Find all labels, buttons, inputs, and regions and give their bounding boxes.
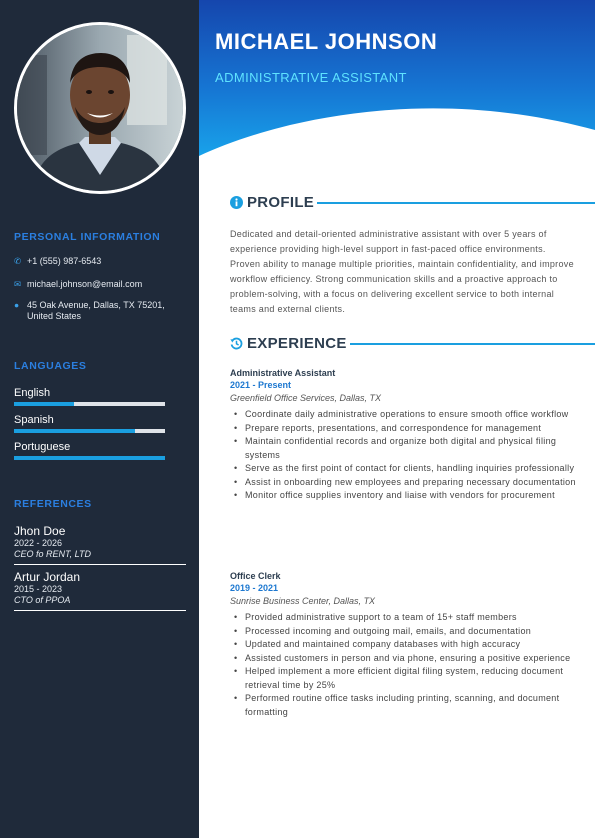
language-item	[14, 441, 165, 460]
job-entry-company: Greenfield Office Services, Dallas, TX	[230, 393, 382, 403]
language-level-fill	[14, 402, 74, 406]
reference-item	[14, 570, 186, 611]
language-item	[14, 414, 165, 433]
profile-section-heading	[230, 194, 595, 211]
reference-name: Artur Jordan	[14, 570, 81, 584]
reference-name: Jhon Doe	[14, 524, 66, 538]
reference-role: CTO of PPOA	[14, 595, 71, 605]
job-bullet: • Updated and maintained company databases with high accuracy	[230, 638, 580, 652]
language-name: Portuguese	[14, 441, 71, 453]
job-bullet-list	[230, 611, 580, 719]
job-bullet: • Serve as the first point of contact for clients, handling inquiries professionally	[230, 462, 580, 476]
job-bullet: • Coordinate daily administrative operations to ensure smooth office workflow	[230, 408, 580, 422]
job-entry-title: Administrative Assistant	[230, 368, 336, 378]
references-heading: REFERENCES	[14, 498, 92, 510]
job-bullet: • Maintain confidential records and organize both digital and physical filing systems	[230, 435, 580, 462]
section-divider	[317, 202, 595, 204]
languages-heading: LANGUAGES	[14, 360, 87, 372]
phone-icon: ✆	[14, 256, 22, 266]
language-name: English	[14, 387, 51, 399]
contact-phone	[14, 256, 189, 267]
language-level-bar	[14, 429, 165, 433]
job-bullet: • Assisted customers in person and via phone, ensuring a positive experience	[230, 652, 580, 666]
job-bullet: • Performed routine office tasks including printing, scanning, and document formatting	[230, 692, 580, 719]
section-divider	[350, 343, 595, 345]
job-bullet: • Helped implement a more efficient digital filing system, reducing document retrieval time by 25%	[230, 665, 580, 692]
map-pin-icon: ●	[14, 300, 20, 310]
job-bullet: • Prepare reports, presentations, and correspondence for management	[230, 422, 580, 436]
job-bullet: • Assist in onboarding new employees and preparing necessary documentation	[230, 476, 580, 490]
info-icon	[230, 196, 243, 209]
job-entry	[230, 367, 580, 503]
contact-address	[14, 300, 189, 322]
language-name: Spanish	[14, 414, 54, 426]
reference-item	[14, 524, 186, 565]
experience-section-heading	[230, 335, 595, 352]
header-banner	[199, 0, 595, 160]
contact-email	[14, 279, 189, 290]
email-text: michael.johnson@email.com	[27, 279, 143, 289]
language-item	[14, 387, 165, 406]
job-bullet-list	[230, 408, 580, 503]
language-level-bar	[14, 456, 165, 460]
job-entry	[230, 570, 580, 719]
envelope-icon: ✉	[14, 279, 22, 289]
history-icon	[230, 337, 243, 350]
reference-years: 2015 - 2023	[14, 584, 63, 594]
candidate-name: MICHAEL JOHNSON	[215, 29, 438, 54]
profile-photo	[14, 22, 186, 194]
job-bullet: • Processed incoming and outgoing mail, emails, and documentation	[230, 625, 580, 639]
phone-text: +1 (555) 987-6543	[27, 256, 102, 266]
language-level-fill	[14, 456, 165, 460]
job-title: ADMINISTRATIVE ASSISTANT	[215, 70, 407, 85]
profile-text: Dedicated and detail-oriented administrative assistant with over 5 years of experience providing high-level support in fast-paced office environments. Proven ability to manage multiple priorities, maintain confidentiality, and improve workflow efficiency. Strong communication skills and a proactive approach to problem-solving, with a focus on delivering excellent service to both internal teams and external clients.	[230, 229, 574, 315]
job-entry-dates: 2019 - 2021	[230, 583, 279, 593]
reference-role: CEO fo RENT, LTD	[14, 549, 92, 559]
address-text: 45 Oak Avenue, Dallas, TX 75201, United States	[27, 300, 165, 321]
job-entry-title: Office Clerk	[230, 571, 281, 581]
reference-years: 2022 - 2026	[14, 538, 63, 548]
language-level-bar	[14, 402, 165, 406]
job-bullet: • Monitor office supplies inventory and liaise with vendors for procurement	[230, 489, 580, 503]
personal-info-heading: PERSONAL INFORMATION	[14, 231, 161, 243]
job-entry-company: Sunrise Business Center, Dallas, TX	[230, 596, 376, 606]
profile-heading: PROFILE	[247, 194, 315, 211]
language-level-fill	[14, 429, 135, 433]
job-bullet: • Provided administrative support to a team of 15+ staff members	[230, 611, 580, 625]
experience-heading: EXPERIENCE	[247, 335, 347, 352]
job-entry-dates: 2021 - Present	[230, 380, 292, 390]
